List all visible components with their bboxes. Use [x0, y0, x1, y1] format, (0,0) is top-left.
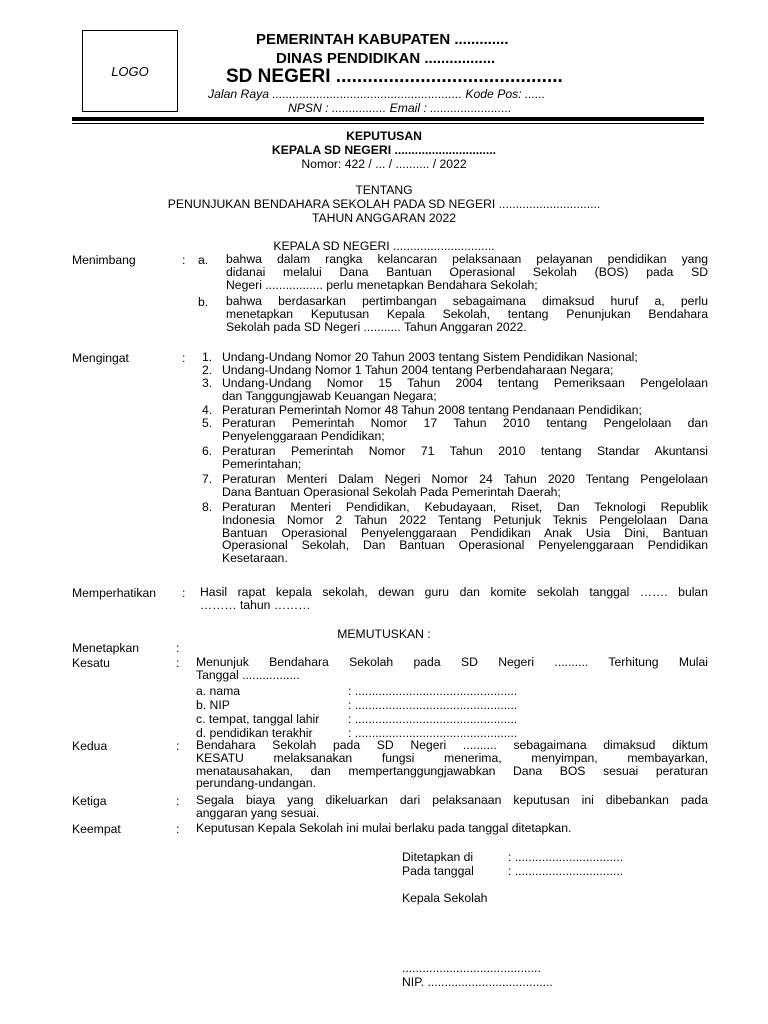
kedua-text: Bendahara Sekolah pada SD Negeri .......... sebagaimana dimaksud diktum KESATU melaksanakan fungsi menerima, menyimpan, membayarkan, menatausahakan, dan mempertanggungjawabkan Dana BOS sesuai peraturan perundang-undangan.: [196, 738, 708, 791]
mengingat-marker-4: 4.: [202, 403, 213, 417]
judul-perihal: PENUNJUKAN BENDAHARA SEKOLAH PADA SD NEGERI ..............................: [167, 197, 601, 211]
nip-kepala-sekolah: NIP. .....................................: [402, 975, 553, 989]
mengingat-item-5: Peraturan Pemerintah Nomor 17 Tahun 2010 tentang Pengelolaan dan Penyelenggaraan Pendidikan;: [222, 416, 708, 443]
jabatan-kepala-sekolah: Kepala Sekolah: [402, 891, 488, 905]
keempat-sep: :: [176, 822, 180, 836]
kesatu-text: Menunjuk Bendahara Sekolah pada SD Negeri .......... Terhitung Mulai Tanggal .................: [196, 655, 708, 682]
menimbang-marker-a: a.: [198, 253, 209, 267]
kedua-sep: :: [176, 739, 180, 753]
kesatu-label: Kesatu: [72, 656, 110, 670]
judul-tahun: TAHUN ANGGARAN 2022: [311, 211, 457, 225]
mengingat-marker-5: 5.: [202, 416, 213, 430]
judul-keputusan: KEPUTUSAN: [346, 129, 422, 143]
memperhatikan-sep: :: [182, 586, 186, 600]
mengingat-marker-2: 2.: [202, 363, 213, 377]
mengingat-marker-8: 8.: [202, 500, 213, 514]
kop-pemerintah: PEMERINTAH KABUPATEN .............: [256, 31, 509, 48]
ditetapkan-value: : ................................: [508, 850, 624, 864]
tanggal-value: : ................................: [508, 864, 624, 878]
kesatu-field-nama-label: a. nama: [196, 684, 241, 698]
kop-rule-thick: [72, 117, 704, 121]
kop-sekolah: SD NEGERI ...........................................: [226, 66, 563, 87]
memperhatikan-label: Memperhatikan: [72, 586, 156, 600]
kop-rule-thin: [72, 123, 704, 124]
logo-placeholder: [82, 30, 178, 112]
mengingat-marker-7: 7.: [202, 472, 213, 486]
mengingat-item-4: Peraturan Pemerintah Nomor 48 Tahun 2008 tentang Pendanaan Pendidikan;: [222, 403, 642, 417]
menimbang-item-a: bahwa dalam rangka kelancaran pelaksanaan pelayanan pendidikan yang didanai melalui Dana Bantuan Operasional Sekolah (BOS) pada SD Negeri ................. perlu menetapkan Bendahara Sekolah;: [226, 252, 708, 292]
judul-nomor: Nomor: 422 / ... / .......... / 2022: [301, 157, 467, 171]
mengingat-item-1: Undang-Undang Nomor 20 Tahun 2003 tentang Sistem Pendidikan Nasional;: [222, 350, 638, 364]
menimbang-sep: :: [182, 253, 186, 267]
menimbang-item-b: bahwa berdasarkan pertimbangan sebagaimana dimaksud huruf a, perlu menetapkan Keputusan Kepala Sekolah, tentang Penunjukan Bendahara Sekolah pada SD Negeri ........... Tahun Anggaran 2022.: [226, 294, 708, 334]
mengingat-item-6: Peraturan Pemerintah Nomor 71 Tahun 2010 tentang Standar Akuntansi Pemerintahan;: [222, 444, 708, 471]
kesatu-field-nip-label: b. NIP: [196, 698, 230, 712]
kesatu-field-ttl-value: : ................................................: [348, 712, 518, 726]
kop-kontak: NPSN : ................ Email : ........................: [288, 101, 512, 115]
ketiga-text: Segala biaya yang dikeluarkan dari pelaksanaan keputusan ini dibebankan pada anggaran yang sesuai.: [196, 793, 708, 820]
mengingat-item-2: Undang-Undang Nomor 1 Tahun 2004 tentang Perbendaharaan Negara;: [222, 363, 614, 377]
kesatu-field-ttl-label: c. tempat, tanggal lahir: [196, 712, 320, 726]
kesatu-sep: :: [176, 656, 180, 670]
mengingat-marker-1: 1.: [202, 350, 213, 364]
menetapkan-label: Menetapkan: [72, 641, 140, 655]
mengingat-marker-6: 6.: [202, 444, 213, 458]
mengingat-sep: :: [182, 351, 186, 365]
memutuskan-heading: MEMUTUSKAN :: [337, 627, 431, 641]
logo-text: LOGO: [111, 63, 149, 79]
tanggal-label: Pada tanggal: [402, 864, 474, 878]
judul-tentang: TENTANG: [355, 183, 413, 197]
keempat-text: Keputusan Kepala Sekolah ini mulai berlaku pada tanggal ditetapkan.: [196, 821, 572, 835]
mengingat-label: Mengingat: [72, 351, 129, 365]
ketiga-label: Ketiga: [72, 794, 107, 808]
kedua-label: Kedua: [72, 739, 108, 753]
mengingat-marker-3: 3.: [202, 376, 213, 390]
keempat-label: Keempat: [72, 822, 121, 836]
judul-kepala: KEPALA SD NEGERI ..............................: [271, 143, 497, 157]
kop-alamat: Jalan Raya ........................................................ Kode Pos: ......: [208, 87, 546, 101]
menetapkan-sep: :: [176, 641, 180, 655]
menimbang-label: Menimbang: [72, 253, 136, 267]
signature-line: .........................................: [402, 961, 541, 975]
menimbang-marker-b: b.: [198, 295, 209, 309]
kesatu-field-nip-value: : ................................................: [348, 698, 518, 712]
ditetapkan-label: Ditetapkan di: [402, 850, 474, 864]
judul-pejabat: KEPALA SD NEGERI ..............................: [273, 239, 495, 253]
kop-dinas: DINAS PENDIDIKAN .................: [276, 50, 496, 67]
kesatu-field-pendidikan-label: d. pendidikan terakhir: [196, 726, 313, 740]
kesatu-field-nama-value: : ................................................: [348, 684, 518, 698]
memperhatikan-text: Hasil rapat kepala sekolah, dewan guru dan komite sekolah tanggal ……. bulan ……… tahun ………: [200, 585, 708, 612]
ketiga-sep: :: [176, 794, 180, 808]
mengingat-item-3: Undang-Undang Nomor 15 Tahun 2004 tentang Pemeriksaan Pengelolaan dan Tanggungjawab Keuangan Negara;: [222, 376, 708, 403]
mengingat-item-7: Peraturan Menteri Dalam Negeri Nomor 24 Tahun 2020 Tentang Pengelolaan Dana Bantuan Operasional Sekolah Pada Pemerintah Daerah;: [222, 472, 708, 499]
mengingat-item-8: Peraturan Menteri Pendidikan, Kebudayaan, Riset, Dan Teknologi Republik Indonesia Nomor 2 Tahun 2022 Tentang Petunjuk Teknis Pengelolaan Dana Bantuan Operasional Penyelenggaraan Pendidikan Anak Usia Dini, Bantuan Operasional Sekolah, Dan Bantuan Operasional Penyelenggaraan Pendidikan Kesetaraan.: [222, 500, 708, 566]
kesatu-field-pendidikan-value: : ................................................: [348, 726, 518, 740]
